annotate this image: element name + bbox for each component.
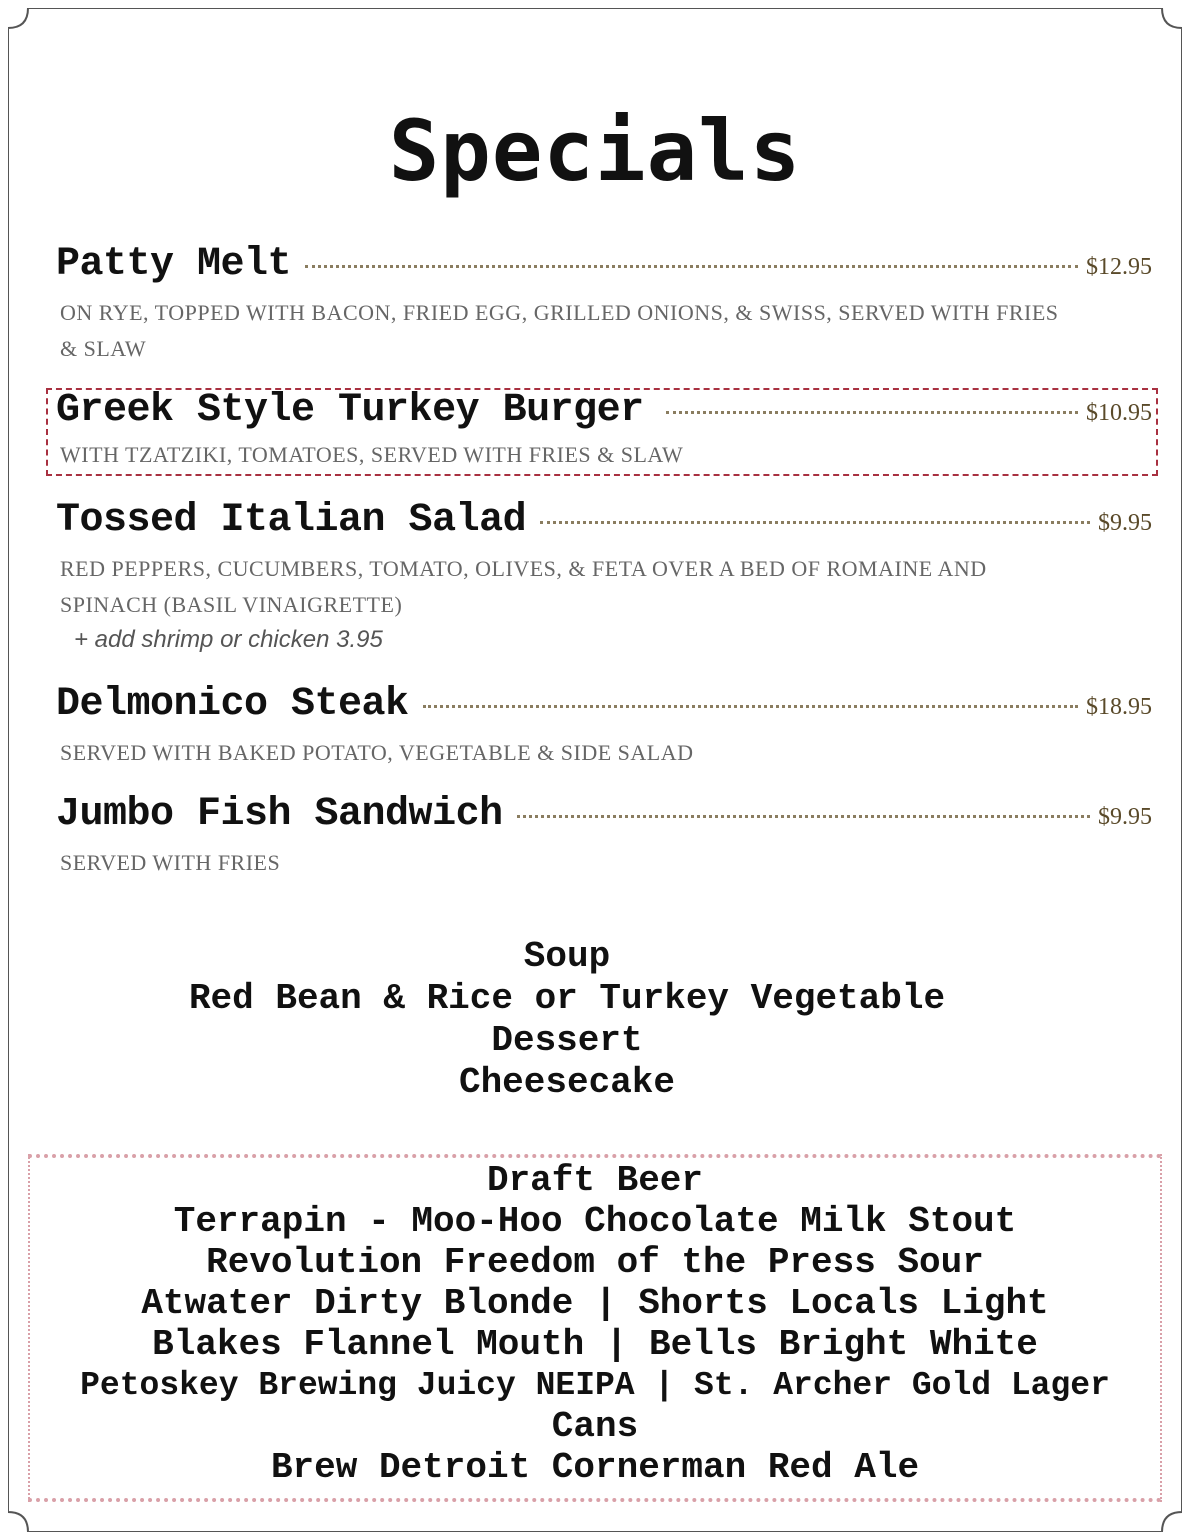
draft-beer-line: Blakes Flannel Mouth | Bells Bright White	[152, 1324, 1038, 1365]
item-name: Patty Melt	[56, 242, 292, 287]
dot-leader	[305, 265, 1078, 268]
menu-item-patty-melt	[56, 242, 1152, 367]
item-price: $9.95	[1098, 804, 1152, 830]
item-description: RED PEPPERS, CUCUMBERS, TOMATO, OLIVES, & FETA OVER A BED OF ROMAINE AND SPINACH (BASIL VINAIGRETTE)	[60, 556, 987, 617]
item-name: Tossed Italian Salad	[56, 498, 527, 543]
draft-beer-line: Terrapin - Moo-Hoo Chocolate Milk Stout	[173, 1201, 1017, 1242]
menu-item-tossed-italian-salad	[56, 498, 1152, 657]
page-title: Specials	[388, 102, 802, 200]
dot-leader	[540, 521, 1090, 524]
item-addon: + add shrimp or chicken 3.95	[74, 626, 383, 653]
cans-heading: Cans	[551, 1406, 639, 1447]
soup-dessert-section	[0, 936, 1134, 1104]
menu-item-jumbo-fish-sandwich	[56, 792, 1152, 881]
dessert-heading: Dessert	[491, 1020, 643, 1061]
menu-item-greek-turkey-burger	[56, 388, 1152, 473]
item-price: $18.95	[1086, 694, 1152, 720]
item-description: ON RYE, TOPPED WITH BACON, FRIED EGG, GRILLED ONIONS, & SWISS, SERVED WITH FRIES & SLAW	[60, 300, 1059, 361]
draft-beer-line: Revolution Freedom of the Press Sour	[206, 1242, 984, 1283]
dot-leader	[423, 705, 1078, 708]
dessert-value: Cheesecake	[458, 1062, 676, 1103]
item-name: Delmonico Steak	[56, 682, 409, 727]
cans-line: Brew Detroit Cornerman Red Ale	[270, 1447, 920, 1488]
item-price: $9.95	[1098, 510, 1152, 536]
item-description: SERVED WITH BAKED POTATO, VEGETABLE & SIDE SALAD	[60, 740, 694, 765]
soup-value: Red Bean & Rice or Turkey Vegetable	[188, 978, 946, 1019]
item-name: Jumbo Fish Sandwich	[56, 792, 503, 837]
menu-item-delmonico-steak	[56, 682, 1152, 771]
draft-beer-heading: Draft Beer	[486, 1160, 704, 1201]
item-name: Greek Style Turkey Burger	[56, 388, 644, 433]
beer-section	[28, 1160, 1162, 1488]
item-description: WITH TZATZIKI, TOMATOES, SERVED WITH FRIES & SLAW	[60, 442, 684, 467]
dot-leader	[666, 411, 1078, 414]
draft-beer-line: Petoskey Brewing Juicy NEIPA | St. Archer Gold Lager	[80, 1367, 1110, 1404]
soup-heading: Soup	[523, 936, 611, 977]
item-description: SERVED WITH FRIES	[60, 850, 281, 875]
item-price: $12.95	[1086, 254, 1152, 280]
item-price: $10.95	[1086, 400, 1152, 426]
draft-beer-line: Atwater Dirty Blonde | Shorts Locals Light	[141, 1283, 1049, 1324]
dot-leader	[517, 815, 1090, 818]
